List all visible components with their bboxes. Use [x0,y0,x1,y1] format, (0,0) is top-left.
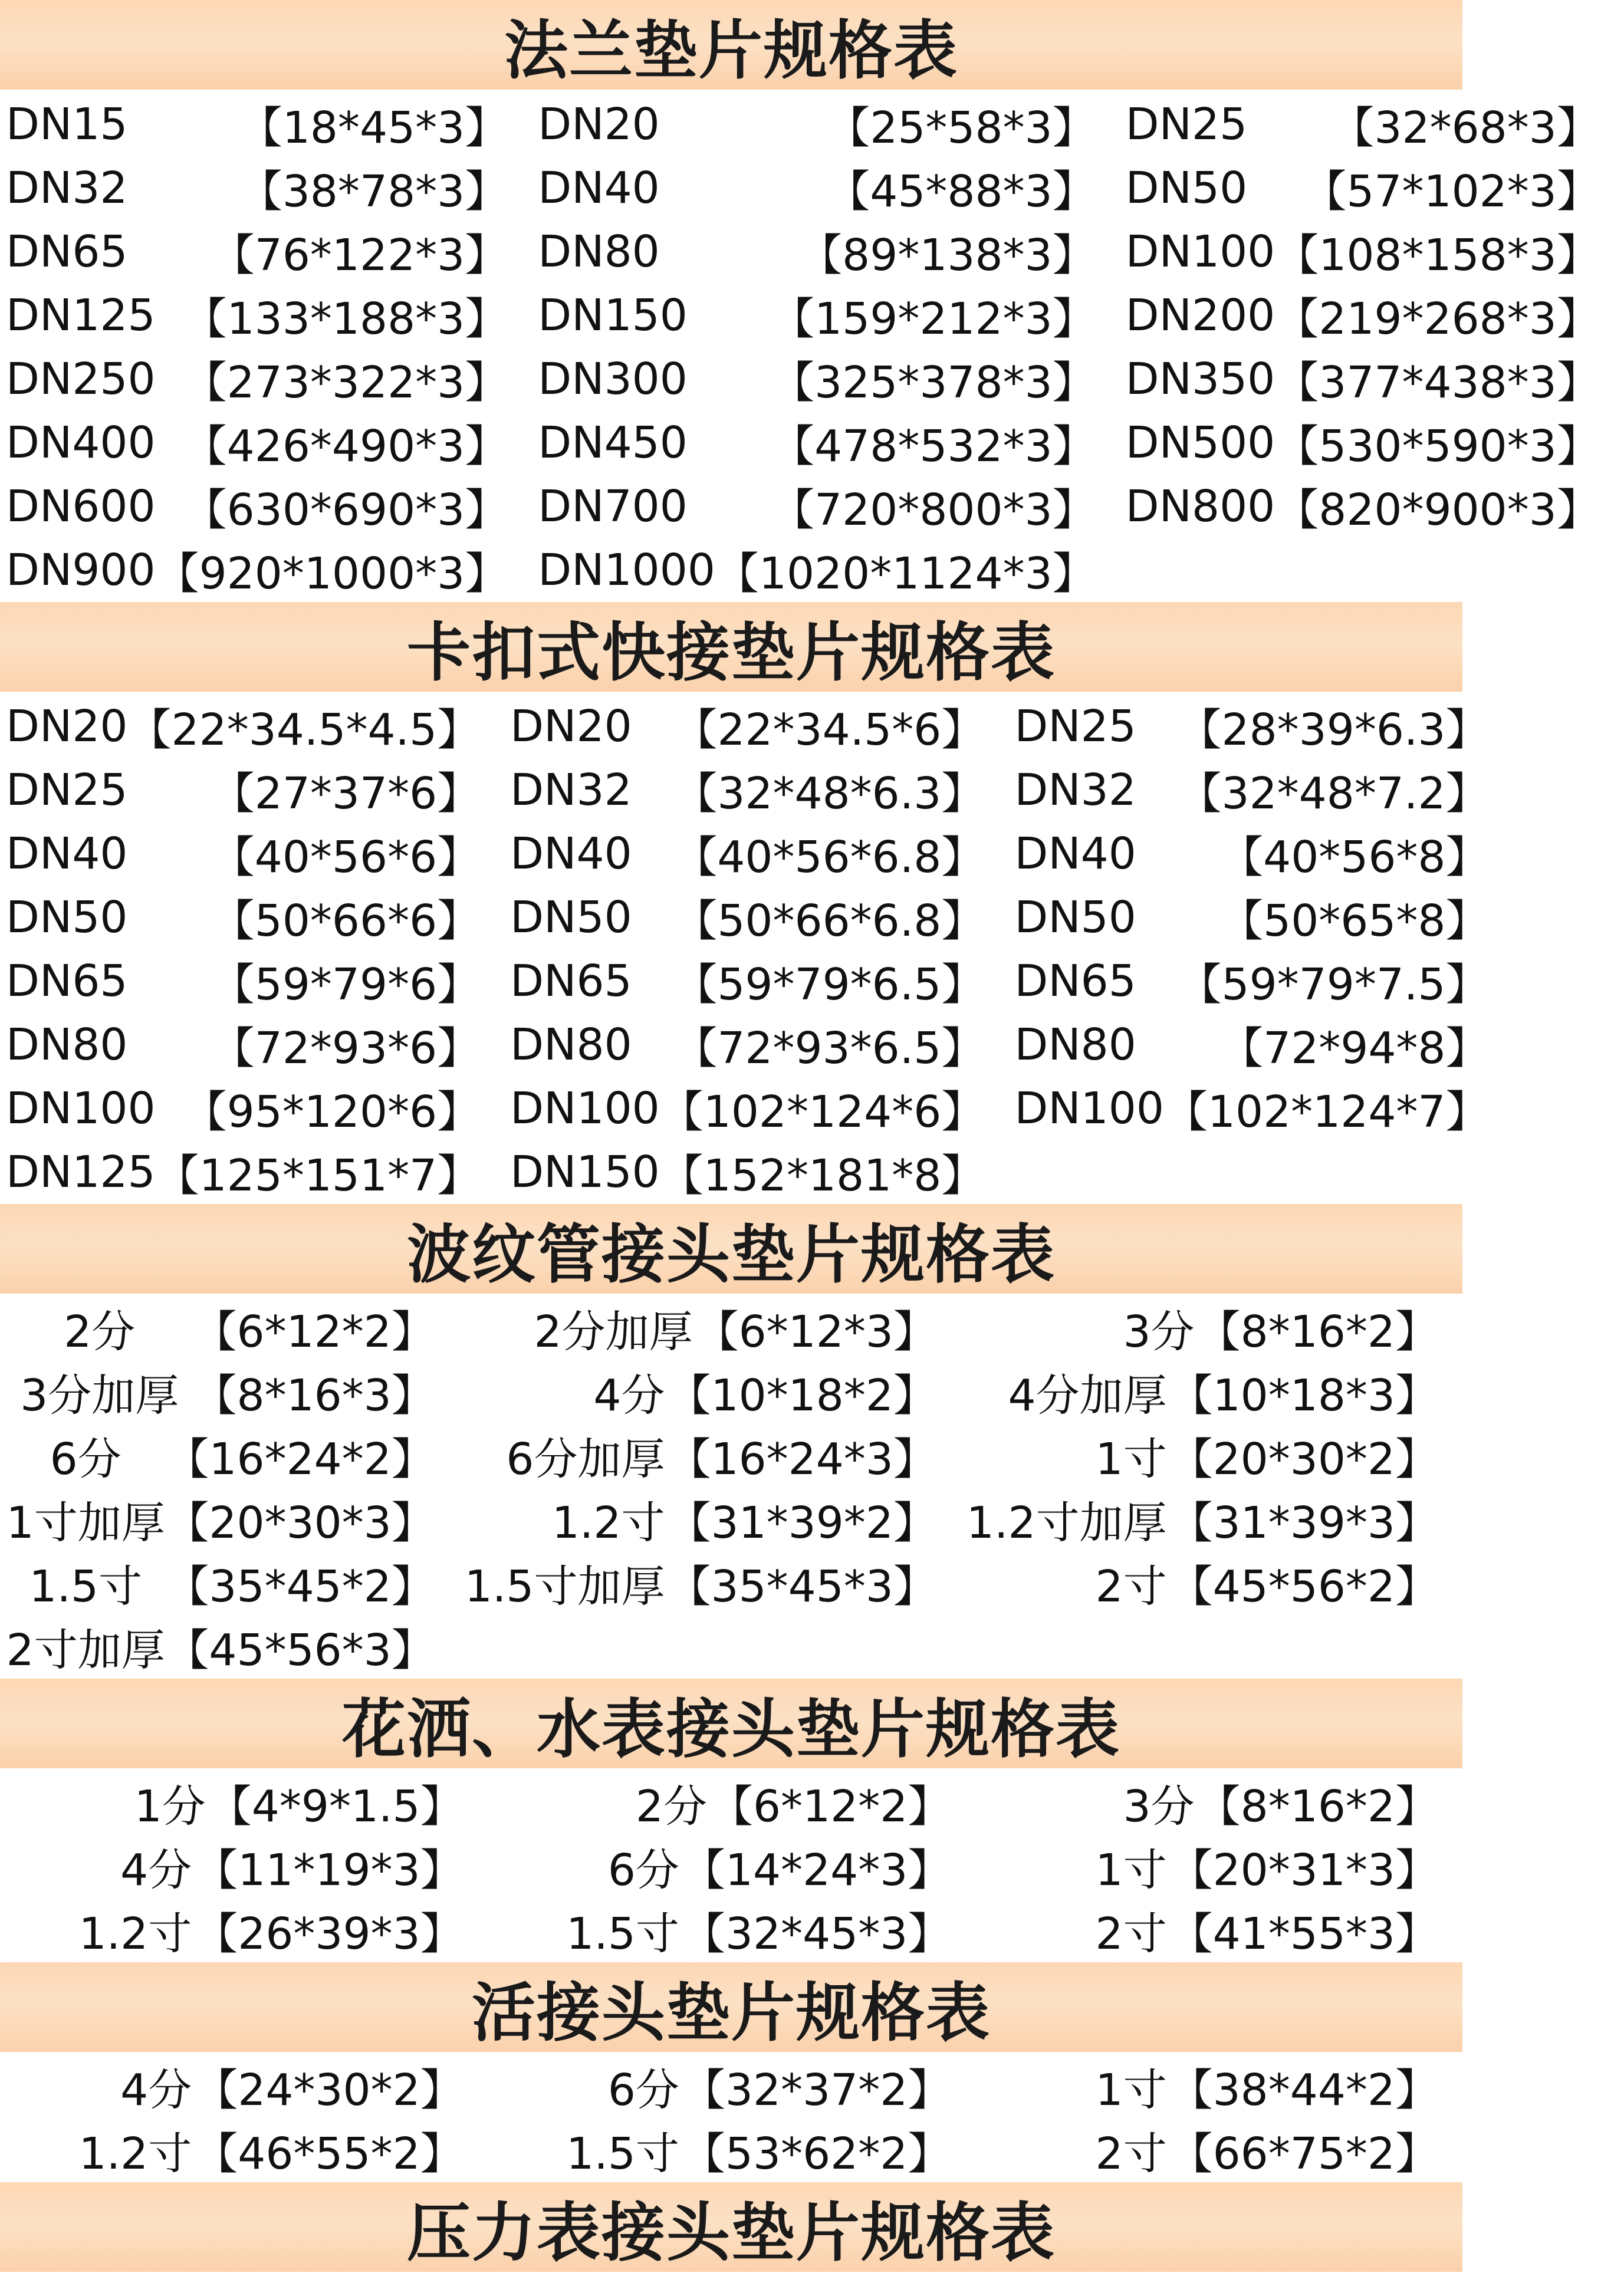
spec-label: 2分 [635,1781,707,1832]
spec-label: 6分 [607,1845,679,1896]
spec-grid [0,1768,1462,1962]
spec-item [0,1360,459,1424]
spec-label: 3分 [1123,1781,1195,1832]
spec-size: 【10*18*2】 [667,1370,937,1421]
spec-size: 【95*120*6】 [183,1087,481,1137]
spec-item [0,2055,488,2119]
spec-item [0,411,532,475]
spec-item [504,1013,1008,1077]
spec-label: DN65 [6,956,128,1006]
spec-label: 1.2寸 [78,1909,192,1959]
spec-label: 1.5寸加厚 [464,1561,665,1612]
spec-item [504,886,1008,949]
spec-label: 1.2寸加厚 [966,1498,1167,1548]
spec-label: DN32 [1014,765,1136,815]
spec-size: 【22*34.5*6】 [673,705,985,755]
spec-item [0,284,532,347]
spec-size: 【72*93*6.5】 [673,1023,985,1074]
spec-size: 【426*490*3】 [183,421,509,472]
spec-label: DN25 [1014,701,1136,752]
spec-item [975,2055,1462,2119]
spec-size: 【72*93*6】 [211,1023,481,1074]
spec-item [459,1360,961,1424]
spec-size: 【46*55*2】 [194,2129,464,2179]
spec-size: 【31*39*3】 [1169,1498,1439,1548]
spec-item [1008,822,1513,886]
spec-label: DN1000 [538,545,715,596]
spec-item [1008,695,1513,758]
spec-item [961,1360,1462,1424]
spec-label: 4分 [593,1370,665,1421]
spec-size: 【133*188*3】 [183,294,509,344]
spec-item [1120,284,1624,347]
spec-item [532,93,1119,156]
spec-size: 【20*31*3】 [1169,1845,1439,1896]
spec-size: 【8*16*2】 [1196,1781,1439,1832]
spec-size: 【66*75*2】 [1169,2129,1439,2179]
spec-size: 【45*56*3】 [165,1625,435,1676]
spec-item [0,220,532,284]
spec-grid [0,1294,1462,1679]
spec-item [504,1140,1008,1204]
spec-size: 【76*122*3】 [211,230,509,281]
spec-item [961,1488,1462,1551]
spec-item [1120,411,1624,475]
spec-item [459,1424,961,1488]
spec-label: 1寸 [1095,1434,1167,1485]
spec-item [488,1899,975,1962]
spec-item [975,1899,1462,1962]
spec-size: 【25*58*3】 [826,103,1096,153]
section-title: 活接头垫片规格表 [0,1962,1462,2052]
spec-size: 【59*79*7.5】 [1178,959,1490,1010]
spec-size: 【35*45*3】 [667,1561,937,1612]
spec-item [532,538,1119,602]
spec-size: 【159*212*3】 [771,294,1096,344]
spec-size: 【32*37*2】 [681,2065,952,2116]
section-title: 压力表接头垫片规格表 [0,2182,1462,2272]
spec-item [0,1615,459,1679]
spec-size: 【59*79*6.5】 [673,959,985,1010]
spec-size: 【31*39*2】 [667,1498,937,1548]
spec-size: 【20*30*2】 [1169,1434,1439,1485]
spec-item [459,1297,961,1360]
spec-grid [0,692,1490,1204]
spec-label: DN100 [510,1083,660,1134]
spec-label: 4分 [120,2065,192,2116]
spec-size: 【920*1000*3】 [155,548,509,599]
spec-item [488,1771,975,1835]
spec-item [0,1013,504,1077]
spec-size: 【8*16*3】 [193,1370,435,1421]
spec-item [0,1835,488,1899]
spec-size: 【32*48*7.2】 [1178,768,1490,819]
spec-item [1008,1077,1513,1140]
spec-label: 6分 [50,1434,121,1485]
spec-item [961,1297,1462,1360]
spec-item [1120,220,1624,284]
spec-label: DN80 [6,1019,128,1070]
spec-label: 1.2寸 [78,2129,192,2179]
spec-size: 【72*94*8】 [1219,1023,1490,1074]
spec-size: 【325*378*3】 [771,357,1096,408]
spec-size: 【16*24*2】 [165,1434,435,1485]
spec-label: DN80 [538,226,660,277]
spec-size: 【35*45*2】 [165,1561,435,1612]
spec-label: 2分 [64,1307,136,1357]
spec-label: DN600 [6,481,156,532]
spec-item [0,93,532,156]
spec-item [0,538,532,602]
spec-label: DN40 [510,828,632,879]
spec-label: 1分 [134,1781,206,1832]
spec-size: 【108*158*3】 [1275,230,1600,281]
spec-item [1008,1013,1513,1077]
spec-item [0,758,504,822]
spec-item [975,1771,1462,1835]
spec-label: DN250 [6,354,156,404]
spec-label: 1.5寸 [566,2129,679,2179]
spec-label: DN15 [6,99,128,150]
spec-label: DN450 [538,417,688,468]
spec-item [0,949,504,1013]
spec-label: 4分加厚 [1008,1370,1167,1421]
spec-size: 【102*124*7】 [1163,1087,1490,1137]
spec-label: DN150 [538,290,688,341]
spec-size: 【6*12*2】 [709,1781,952,1832]
spec-size: 【16*24*3】 [667,1434,937,1485]
spec-label: DN500 [1125,417,1275,468]
spec-size: 【530*590*3】 [1275,421,1600,472]
spec-label: DN20 [6,701,128,752]
spec-label: DN50 [510,892,632,943]
spec-size: 【4*9*1.5】 [208,1781,464,1832]
spec-label: DN65 [1014,956,1136,1006]
spec-label: DN32 [6,163,128,213]
spec-item [0,1899,488,1962]
spec-label: DN20 [538,99,660,150]
spec-item [504,822,1008,886]
spec-label: DN65 [510,956,632,1006]
spec-label: 1寸 [1095,1845,1167,1896]
spec-label: 2寸 [1095,2129,1167,2179]
spec-item [1120,475,1624,538]
spec-item [532,411,1119,475]
spec-size: 【41*55*3】 [1169,1909,1439,1959]
spec-item [0,1424,459,1488]
spec-size: 【10*18*3】 [1169,1370,1439,1421]
section-title: 卡扣式快接垫片规格表 [0,602,1462,692]
spec-size: 【32*45*3】 [681,1909,952,1959]
spec-label: 3分 [1123,1307,1195,1357]
spec-item [488,1835,975,1899]
spec-item [0,1488,459,1551]
spec-item [975,1835,1462,1899]
spec-size: 【40*56*8】 [1219,832,1490,883]
spec-size: 【18*45*3】 [238,103,509,153]
spec-label: DN100 [1014,1083,1164,1134]
spec-size: 【6*12*2】 [193,1307,435,1357]
spec-item [504,949,1008,1013]
spec-item [961,1424,1462,1488]
spec-label: DN40 [1014,828,1136,879]
spec-size: 【50*65*8】 [1219,896,1490,946]
spec-label: 2寸加厚 [6,1625,165,1676]
spec-size: 【50*66*6.8】 [673,896,985,946]
spec-size: 【125*151*7】 [155,1150,481,1201]
spec-item [488,2119,975,2182]
spec-size: 【6*12*3】 [695,1307,937,1357]
spec-size: 【152*181*8】 [659,1150,985,1201]
spec-size: 【11*19*3】 [194,1845,464,1896]
spec-item [961,1551,1462,1615]
spec-item [504,1077,1008,1140]
spec-label: DN80 [1014,1019,1136,1070]
spec-label: DN50 [1125,163,1248,213]
spec-size: 【45*56*2】 [1169,1561,1439,1612]
spec-size: 【630*690*3】 [183,485,509,535]
spec-item [0,1771,488,1835]
spec-size: 【59*79*6】 [211,959,481,1010]
spec-label: 6分加厚 [506,1434,665,1485]
spec-label: DN300 [538,354,688,404]
spec-size: 【22*34.5*4.5】 [127,705,481,755]
spec-size: 【32*48*6.3】 [673,768,985,819]
spec-size: 【28*39*6.3】 [1178,705,1490,755]
spec-item [1120,93,1624,156]
spec-grid [0,2052,1462,2182]
spec-item [1120,156,1624,220]
section-title: 波纹管接头垫片规格表 [0,1204,1462,1294]
spec-label: DN32 [510,765,632,815]
spec-label: 2分加厚 [534,1307,693,1357]
spec-size: 【20*30*3】 [165,1498,435,1548]
spec-item [532,220,1119,284]
spec-label: 1寸加厚 [6,1498,165,1548]
spec-item [459,1551,961,1615]
spec-size: 【40*56*6.8】 [673,832,985,883]
spec-size: 【27*37*6】 [211,768,481,819]
spec-label: DN900 [6,545,156,596]
spec-size: 【26*39*3】 [194,1909,464,1959]
spec-label: DN40 [6,828,128,879]
spec-item [0,2119,488,2182]
spec-size: 【24*30*2】 [194,2065,464,2116]
spec-grid [0,90,1600,602]
spec-item [1120,347,1624,411]
spec-size: 【38*44*2】 [1169,2065,1439,2116]
spec-item [975,2119,1462,2182]
spec-size: 【40*56*6】 [211,832,481,883]
spec-size: 【57*102*3】 [1303,166,1600,217]
spec-label: 1.5寸 [566,1909,679,1959]
spec-item [0,886,504,949]
spec-size: 【377*438*3】 [1275,357,1600,408]
spec-item [0,695,504,758]
spec-label: DN125 [6,290,156,341]
spec-label: 6分 [607,2065,679,2116]
spec-label: DN100 [6,1083,156,1134]
spec-label: DN100 [1125,226,1275,277]
spec-size: 【50*66*6】 [211,896,481,946]
spec-label: DN25 [1125,99,1248,150]
spec-item [1008,886,1513,949]
spec-size: 【273*322*3】 [183,357,509,408]
spec-label: DN50 [1014,892,1136,943]
spec-item [532,347,1119,411]
spec-label: DN800 [1125,481,1275,532]
spec-size: 【478*532*3】 [771,421,1096,472]
spec-size: 【14*24*3】 [681,1845,952,1896]
spec-label: DN65 [6,226,128,277]
spec-item [0,1140,504,1204]
spec-size: 【89*138*3】 [798,230,1096,281]
spec-item [504,758,1008,822]
spec-label: DN80 [510,1019,632,1070]
spec-item [0,156,532,220]
spec-label: DN400 [6,417,156,468]
spec-label: DN150 [510,1147,660,1198]
spec-item [1008,949,1513,1013]
section-title: 法兰垫片规格表 [0,0,1462,90]
spec-label: 2寸 [1095,1909,1167,1959]
spec-label: DN50 [6,892,128,943]
spec-size: 【38*78*3】 [238,166,509,217]
spec-label: 4分 [120,1845,192,1896]
spec-item [0,822,504,886]
spec-item [0,347,532,411]
spec-item [459,1488,961,1551]
spec-label: 2寸 [1095,1561,1167,1612]
spec-item [488,2055,975,2119]
spec-label: 1寸 [1095,2065,1167,2116]
spec-size: 【45*88*3】 [826,166,1096,217]
spec-item [532,475,1119,538]
spec-size: 【8*16*2】 [1196,1307,1439,1357]
spec-size: 【720*800*3】 [771,485,1096,535]
spec-item [0,1297,459,1360]
spec-item [532,156,1119,220]
spec-label: 3分加厚 [20,1370,179,1421]
spec-label: DN40 [538,163,660,213]
spec-item [0,475,532,538]
spec-size: 【32*68*3】 [1330,103,1600,153]
spec-item [0,1077,504,1140]
section-title: 花洒、水表接头垫片规格表 [0,1679,1462,1768]
spec-item [1008,758,1513,822]
spec-size: 【820*900*3】 [1275,485,1600,535]
spec-label: DN125 [6,1147,156,1198]
spec-item [532,284,1119,347]
spec-size: 【102*124*6】 [659,1087,985,1137]
spec-size: 【219*268*3】 [1275,294,1600,344]
spec-label: DN200 [1125,290,1275,341]
spec-item [504,695,1008,758]
spec-label: DN20 [510,701,632,752]
spec-label: DN700 [538,481,688,532]
spec-size: 【53*62*2】 [681,2129,952,2179]
spec-label: DN350 [1125,354,1275,404]
spec-label: 1.2寸 [551,1498,665,1548]
spec-size: 【1020*1124*3】 [715,548,1096,599]
spec-label: DN25 [6,765,128,815]
spec-label: 1.5寸 [29,1561,143,1612]
spec-item [0,1551,459,1615]
